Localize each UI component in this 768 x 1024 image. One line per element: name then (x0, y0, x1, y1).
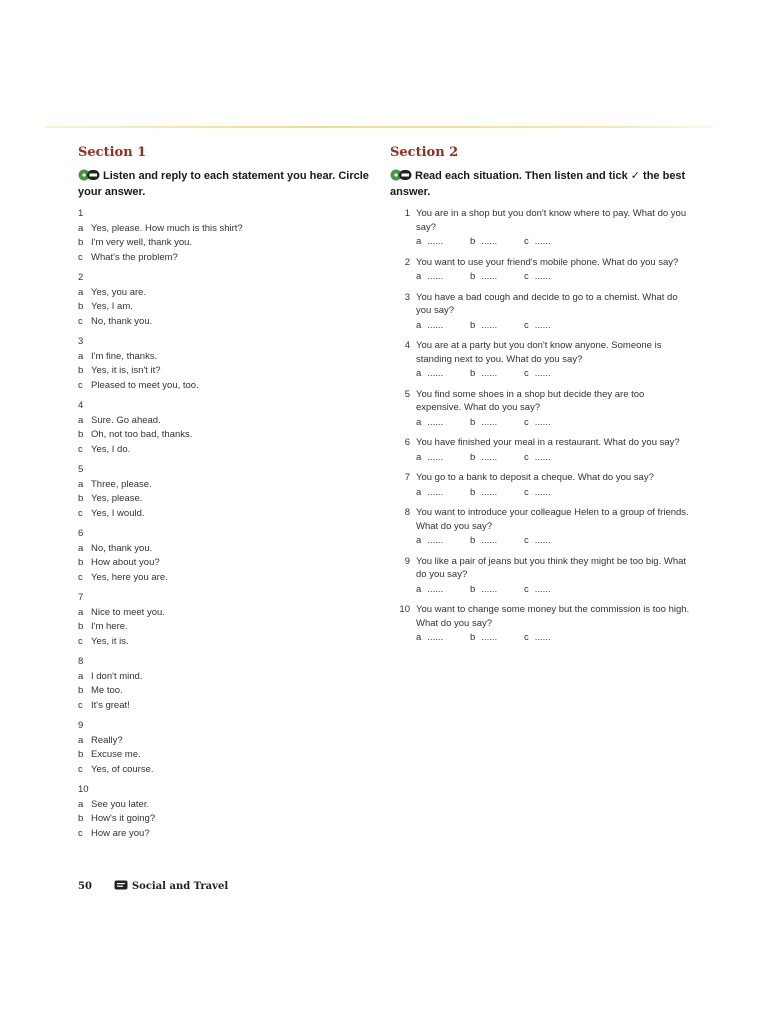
situation-question (390, 291, 690, 333)
answer-option[interactable] (78, 734, 373, 749)
option-letter: c (78, 827, 83, 839)
option-text: I'm very well, thank you. (91, 237, 193, 248)
option-letter: a (78, 222, 84, 234)
tick-blanks (416, 416, 690, 430)
option-letter: c (78, 763, 83, 775)
tick-blank[interactable] (524, 534, 578, 548)
question-number: 4 (78, 400, 84, 411)
blank-letter: c (524, 416, 529, 428)
option-text: No, thank you. (91, 315, 153, 327)
listening-question (78, 719, 373, 777)
situation-question (390, 471, 690, 499)
situation-question (390, 207, 690, 249)
listening-question (78, 335, 373, 393)
blank-dots: ...... (427, 583, 444, 595)
tick-blank[interactable] (524, 416, 578, 430)
question-number: 8 (78, 656, 84, 667)
question-number: 9 (78, 720, 84, 731)
situation-text: You find some shoes in a shop but decide they are too expensive. What do you say? (416, 388, 645, 413)
blank-letter: c (524, 319, 529, 331)
situation-text: You like a pair of jeans but you think they might be too big. What do you say? (416, 555, 687, 580)
tick-blank[interactable] (416, 583, 470, 597)
answer-option[interactable] (78, 478, 373, 493)
option-text: Yes, you are. (91, 286, 147, 298)
cd-audio-icon (78, 169, 100, 185)
blank-letter: c (524, 451, 529, 463)
tick-blank[interactable] (470, 451, 524, 465)
option-letter: b (78, 493, 84, 504)
option-text: Yes, I do. (91, 443, 131, 455)
blank-letter: c (524, 271, 529, 282)
situation-text: You go to a bank to deposit a cheque. What do you say? (416, 472, 654, 483)
question-number: 9 (404, 555, 410, 567)
option-letter: a (78, 606, 84, 618)
blank-letter: c (524, 535, 529, 546)
option-text: How about you? (91, 557, 160, 568)
listening-question (78, 783, 373, 841)
listening-question (78, 207, 373, 265)
tick-blank[interactable] (416, 416, 470, 430)
blank-letter: b (470, 236, 476, 247)
situation-question (390, 339, 690, 381)
option-text: See you later. (91, 798, 150, 810)
tick-blanks (416, 319, 690, 333)
question-number: 7 (78, 592, 84, 603)
section-2-question-list (390, 207, 690, 645)
blank-dots: ...... (481, 535, 498, 546)
answer-option[interactable] (78, 443, 373, 458)
situation-question (390, 506, 690, 548)
blank-letter: b (470, 368, 476, 379)
option-letter: b (78, 557, 84, 568)
question-number: 3 (404, 291, 410, 303)
tick-blank[interactable] (524, 631, 578, 645)
section-2-title: Section 2 (390, 145, 459, 160)
tick-blank[interactable] (470, 534, 524, 548)
blank-dots: ...... (427, 451, 444, 463)
option-letter: b (78, 301, 84, 312)
tick-blank[interactable] (470, 235, 524, 249)
tick-blank[interactable] (470, 631, 524, 645)
option-letter: a (78, 734, 84, 746)
situation-text: You want to change some money but the commission is too high. What do you say? (416, 604, 690, 629)
answer-option[interactable] (78, 748, 373, 763)
option-letter: b (78, 237, 84, 248)
option-text: Pleased to meet you, too. (91, 379, 199, 391)
top-rule (45, 126, 713, 128)
blank-letter: c (524, 632, 529, 643)
blank-dots: ...... (481, 486, 498, 498)
blank-dots: ...... (534, 271, 551, 282)
listening-question (78, 271, 373, 329)
tick-blank[interactable] (416, 235, 470, 249)
option-letter: c (78, 251, 83, 263)
question-number: 3 (78, 336, 84, 347)
book-icon (114, 880, 128, 893)
answer-option[interactable] (78, 670, 373, 685)
blank-letter: a (416, 632, 422, 643)
blank-dots: ...... (481, 236, 498, 247)
answer-option[interactable] (78, 556, 373, 571)
blank-letter: b (470, 451, 476, 463)
option-letter: b (78, 365, 84, 376)
blank-dots: ...... (481, 416, 498, 428)
situation-text: You are at a party but you don't know anyone. Someone is standing next to you. What do you say? (416, 340, 662, 365)
question-number: 6 (404, 437, 410, 448)
option-letter: b (78, 813, 84, 824)
blank-dots: ...... (481, 583, 498, 595)
blank-dots: ...... (481, 451, 498, 463)
option-text: Yes, it is. (91, 635, 129, 647)
tick-blanks (416, 367, 690, 381)
blank-dots: ...... (534, 583, 551, 595)
option-text: Oh, not too bad, thanks. (91, 429, 193, 440)
tick-blank[interactable] (416, 319, 470, 333)
option-letter: c (78, 699, 83, 711)
answer-option[interactable] (78, 812, 373, 827)
tick-blank[interactable] (524, 367, 578, 381)
listening-question (78, 655, 373, 713)
question-number: 10 (78, 784, 89, 795)
blank-dots: ...... (427, 271, 444, 282)
answer-option[interactable] (78, 315, 373, 330)
tick-blank[interactable] (524, 583, 578, 597)
blank-letter: b (470, 271, 476, 282)
option-text: Three, please. (91, 478, 152, 490)
option-letter: c (78, 571, 83, 583)
tick-blanks (416, 270, 690, 284)
blank-letter: a (416, 236, 422, 247)
answer-option[interactable] (78, 364, 373, 379)
option-letter: c (78, 315, 83, 327)
question-number: 10 (399, 604, 410, 615)
tick-blank[interactable] (416, 486, 470, 500)
blank-dots: ...... (427, 319, 444, 331)
option-text: Yes, it is, isn't it? (91, 365, 161, 376)
blank-letter: a (416, 486, 422, 498)
listening-question (78, 463, 373, 521)
question-number: 7 (404, 472, 410, 483)
answer-option[interactable] (78, 350, 373, 365)
blank-dots: ...... (534, 416, 551, 428)
tick-blank[interactable] (470, 486, 524, 500)
section-1-instruction (78, 169, 373, 199)
blank-letter: a (416, 271, 422, 282)
option-letter: a (78, 798, 84, 810)
answer-option[interactable] (78, 798, 373, 813)
answer-option[interactable] (78, 606, 373, 621)
question-number: 2 (78, 272, 84, 283)
tick-blanks (416, 486, 690, 500)
option-letter: a (78, 478, 84, 490)
tick-blanks (416, 583, 690, 597)
option-letter: c (78, 443, 83, 455)
option-text: Yes, please. How much is this shirt? (91, 222, 243, 234)
option-letter: a (78, 670, 84, 682)
listening-question (78, 591, 373, 649)
option-letter: a (78, 542, 84, 554)
situation-question (390, 388, 690, 430)
option-text: Nice to meet you. (91, 606, 165, 618)
blank-letter: a (416, 535, 422, 546)
option-text: Yes, here you are. (91, 571, 168, 583)
situation-text: You have a bad cough and decide to go to a chemist. What do you say? (416, 291, 678, 316)
blank-dots: ...... (534, 236, 551, 247)
situation-text: You want to use your friend's mobile phone. What do you say? (416, 256, 679, 268)
option-text: No, thank you. (91, 542, 153, 554)
option-letter: c (78, 635, 83, 647)
question-number: 1 (78, 208, 84, 219)
option-text: Yes, please. (91, 493, 143, 504)
answer-option[interactable] (78, 635, 373, 650)
option-text: Yes, of course. (91, 763, 154, 775)
blank-letter: b (470, 583, 476, 595)
question-number: 6 (78, 528, 84, 539)
option-text: Really? (91, 734, 123, 746)
tick-blank[interactable] (416, 631, 470, 645)
answer-option[interactable] (78, 428, 373, 443)
option-text: I don't mind. (91, 670, 143, 682)
answer-option[interactable] (78, 300, 373, 315)
option-text: What's the problem? (91, 251, 178, 263)
tick-blank[interactable] (524, 451, 578, 465)
blank-dots: ...... (427, 486, 444, 498)
blank-letter: a (416, 319, 422, 331)
blank-letter: b (470, 319, 476, 331)
blank-dots: ...... (481, 271, 498, 282)
situation-text: You have finished your meal in a restaurant. What do you say? (416, 437, 680, 448)
option-letter: a (78, 414, 84, 426)
answer-option[interactable] (78, 236, 373, 251)
option-letter: c (78, 379, 83, 391)
blank-dots: ...... (481, 632, 498, 643)
footer-title: Social and Travel (131, 881, 229, 892)
blank-dots: ...... (427, 632, 444, 643)
blank-dots: ...... (481, 319, 498, 331)
answer-option[interactable] (78, 542, 373, 557)
tick-blank[interactable] (416, 270, 470, 284)
option-letter: b (78, 749, 84, 760)
question-number: 4 (404, 340, 410, 351)
page-footer (78, 880, 228, 893)
blank-letter: a (416, 416, 422, 428)
blank-dots: ...... (427, 368, 444, 379)
answer-option[interactable] (78, 620, 373, 635)
answer-option[interactable] (78, 571, 373, 586)
blank-dots: ...... (427, 535, 444, 546)
option-text: Sure. Go ahead. (91, 414, 161, 426)
blank-dots: ...... (427, 416, 444, 428)
blank-dots: ...... (534, 368, 551, 379)
answer-option[interactable] (78, 684, 373, 699)
answer-option[interactable] (78, 379, 373, 394)
option-text: I'm fine, thanks. (91, 350, 158, 362)
question-number: 2 (404, 256, 410, 268)
page-number: 50 (78, 881, 92, 892)
tick-blank[interactable] (470, 416, 524, 430)
tick-blank[interactable] (470, 583, 524, 597)
cd-audio-icon (390, 169, 412, 185)
tick-blank[interactable] (416, 534, 470, 548)
blank-letter: a (416, 583, 422, 595)
answer-option[interactable] (78, 492, 373, 507)
option-letter: a (78, 286, 84, 298)
blank-dots: ...... (534, 632, 551, 643)
tick-blank[interactable] (524, 235, 578, 249)
option-text: How are you? (91, 827, 150, 839)
option-letter: a (78, 350, 84, 362)
blank-dots: ...... (534, 486, 551, 498)
section-2-instruction (390, 169, 690, 199)
option-letter: c (78, 507, 83, 519)
tick-blanks (416, 451, 690, 465)
answer-option[interactable] (78, 251, 373, 266)
tick-blanks (416, 235, 690, 249)
blank-letter: b (470, 535, 476, 546)
blank-letter: c (524, 486, 529, 498)
tick-blank[interactable] (524, 319, 578, 333)
tick-blank[interactable] (416, 451, 470, 465)
tick-blank[interactable] (470, 319, 524, 333)
section-2 (390, 145, 690, 652)
situation-question (390, 555, 690, 597)
option-text: Excuse me. (91, 749, 141, 760)
situation-text: You want to introduce your colleague Helen to a group of friends. What do you say? (416, 507, 689, 532)
blank-letter: a (416, 451, 422, 463)
tick-blank[interactable] (524, 486, 578, 500)
tick-blank[interactable] (524, 270, 578, 284)
question-number: 5 (404, 388, 410, 400)
blank-letter: a (416, 368, 422, 379)
section-1 (78, 145, 373, 847)
listening-question (78, 399, 373, 457)
answer-option[interactable] (78, 827, 373, 842)
section-2-instruction-text: Read each situation. Then listen and tick ✓ the best answer. (390, 170, 686, 198)
question-number: 8 (404, 507, 410, 518)
section-1-question-list (78, 207, 373, 841)
tick-blanks (416, 534, 690, 548)
option-text: It's great! (91, 699, 130, 711)
situation-question (390, 256, 690, 284)
situation-question (390, 436, 690, 464)
option-text: Yes, I am. (91, 301, 133, 312)
section-1-title: Section 1 (78, 145, 147, 160)
blank-letter: c (524, 368, 529, 379)
blank-letter: b (470, 632, 476, 643)
option-letter: b (78, 429, 84, 440)
situation-text: You are in a shop but you don't know where to pay. What do you say? (416, 208, 687, 233)
answer-option[interactable] (78, 414, 373, 429)
blank-letter: c (524, 236, 529, 247)
option-text: I'm here. (91, 621, 128, 632)
question-number: 1 (404, 208, 410, 219)
blank-dots: ...... (534, 319, 551, 331)
answer-option[interactable] (78, 699, 373, 714)
section-1-instruction-text: Listen and reply to each statement you hear. Circle your answer. (78, 170, 369, 198)
answer-option[interactable] (78, 763, 373, 778)
answer-option[interactable] (78, 507, 373, 522)
listening-question (78, 527, 373, 585)
blank-letter: b (470, 486, 476, 498)
tick-blank[interactable] (470, 270, 524, 284)
option-text: Yes, I would. (91, 507, 145, 519)
answer-option[interactable] (78, 222, 373, 237)
question-number: 5 (78, 464, 84, 475)
blank-dots: ...... (481, 368, 498, 379)
option-text: Me too. (91, 685, 123, 696)
tick-blank[interactable] (470, 367, 524, 381)
blank-letter: b (470, 416, 476, 428)
blank-letter: c (524, 583, 529, 595)
tick-blanks (416, 631, 690, 645)
option-letter: b (78, 685, 84, 696)
option-text: How's it going? (91, 813, 156, 824)
situation-question (390, 603, 690, 645)
answer-option[interactable] (78, 286, 373, 301)
blank-dots: ...... (534, 535, 551, 546)
option-letter: b (78, 621, 84, 632)
blank-dots: ...... (427, 236, 444, 247)
tick-blank[interactable] (416, 367, 470, 381)
blank-dots: ...... (534, 451, 551, 463)
